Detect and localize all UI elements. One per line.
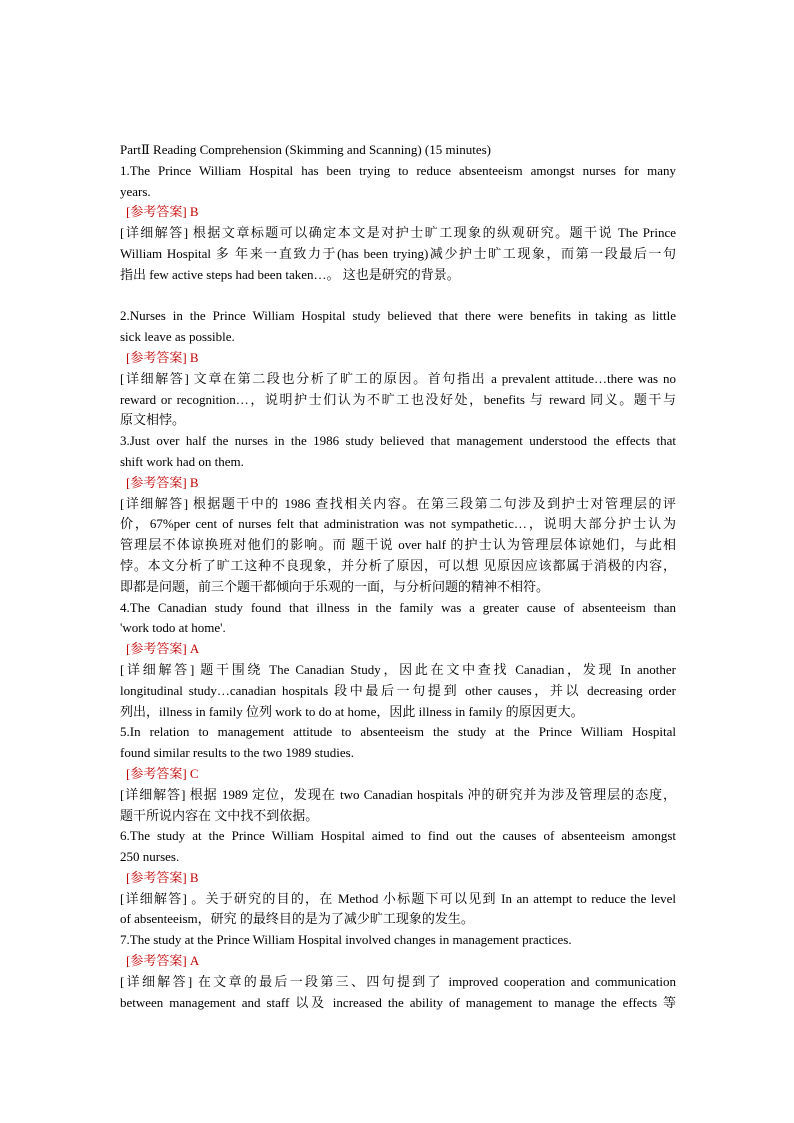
question-5-line-1: 5.In relation to management attitude to absenteeism the study at the Prince William Hospital [120, 724, 676, 740]
answer-1: [参考答案] B [126, 204, 199, 220]
question-3-line-1: 3.Just over half the nurses in the 1986 study believed that management understood the effects that [120, 433, 676, 449]
explanation-1-line-2: William Hospital 多 年来一直致力于(has been trying)减少护士旷工现象，而第一段最后一句 [120, 245, 676, 261]
explanation-6-line-1: [详细解答] 。关于研究的目的，在 Method 小标题下可以见到 In an attempt to reduce the level [120, 890, 676, 906]
question-6-line-2: 250 nurses. [120, 849, 180, 865]
explanation-1-line-3: 指出 few active steps had been taken…。 这也是研究的背景。 [120, 266, 460, 282]
question-3-line-2: shift work had on them. [120, 453, 244, 469]
document-body [120, 140, 676, 1013]
explanation-3-line-5: 即都是问题，前三个题干都倾向于乐观的一面，与分析问题的精神不相符。 [120, 578, 550, 594]
explanation-3-line-1: [详细解答] 根据题干中的 1986 查找相关内容。在第三段第二句涉及到护士对管理层的评 [120, 495, 676, 511]
explanation-4-line-2: longitudinal study…canadian hospitals 段中最后一句提到 other causes，并以 decreasing order [120, 682, 676, 698]
answer-6: [参考答案] B [126, 869, 199, 885]
answer-3: [参考答案] B [126, 474, 199, 490]
explanation-4-line-1: [详细解答] 题干围绕 The Canadian Study，因此在文中查找 Canadian，发现 In another [120, 661, 676, 677]
explanation-2-line-3: 原文相悖。 [120, 412, 186, 428]
answer-5: [参考答案] C [126, 765, 199, 781]
explanation-3-line-2: 价，67%per cent of nurses felt that administration was not sympathetic…，说明大部分护士认为 [120, 516, 676, 532]
explanation-6-line-2: of absenteeism，研究 的最终目的是为了减少旷工现象的发生。 [120, 911, 474, 927]
explanation-3-line-3: 管理层不体谅换班对他们的影响。而 题干说 over half 的护士认为管理层体谅她们，与此相 [120, 537, 676, 553]
question-2-line-2: sick leave as possible. [120, 329, 235, 345]
question-7-line-1: 7.The study at the Prince William Hospital involved changes in management practices. [120, 932, 572, 948]
explanation-2-line-1: [详细解答] 文章在第二段也分析了旷工的原因。首句指出 a prevalent attitude…there was no [120, 370, 676, 386]
question-1-line-2: years. [120, 183, 151, 199]
answer-7: [参考答案] A [126, 953, 200, 969]
explanation-7-line-1: [详细解答] 在文章的最后一段第三、四句提到了 improved cooperation and communication [120, 973, 676, 989]
blank-line [120, 286, 676, 307]
explanation-3-line-4: 悖。本文分析了旷工这种不良现象，并分析了原因，可以想 见原因应该都属于消极的内容， [120, 557, 676, 573]
question-5-line-2: found similar results to the two 1989 studies. [120, 745, 354, 761]
question-1-line-1: 1.The Prince William Hospital has been trying to reduce absenteeism amongst nurses for many [120, 162, 676, 178]
explanation-7-line-2: between management and staff 以及 increased the ability of management to manage the effects 等 [120, 994, 676, 1010]
question-4-line-2: 'work todo at home'. [120, 620, 226, 636]
section-title: PartⅡ Reading Comprehension (Skimming and Scanning) (15 minutes) [120, 142, 491, 157]
question-6-line-1: 6.The study at the Prince William Hospital aimed to find out the causes of absenteeism amongst [120, 828, 676, 844]
explanation-2-line-2: reward or recognition…，说明护士们认为不旷工也没好处，benefits 与 reward 同义。题干与 [120, 391, 676, 407]
answer-4: [参考答案] A [126, 641, 200, 657]
explanation-5-line-1: [详细解答] 根据 1989 定位，发现在 two Canadian hospitals 冲的研究并为涉及管理层的态度， [120, 786, 676, 802]
explanation-4-line-3: 列出，illness in family 位列 work to do at home，因此 illness in family 的原因更大。 [120, 703, 584, 719]
question-4-line-1: 4.The Canadian study found that illness in the family was a greater cause of absenteeism than [120, 599, 676, 615]
answer-2: [参考答案] B [126, 349, 199, 365]
explanation-5-line-2: 题干所说内容在 文中找不到依据。 [120, 807, 319, 823]
question-2-line-1: 2.Nurses in the Prince William Hospital study believed that there were benefits in taking as little [120, 308, 676, 324]
explanation-1-line-1: [详细解答] 根据文章标题可以确定本文是对护士旷工现象的纵观研究。题干说 The Prince [120, 225, 676, 241]
